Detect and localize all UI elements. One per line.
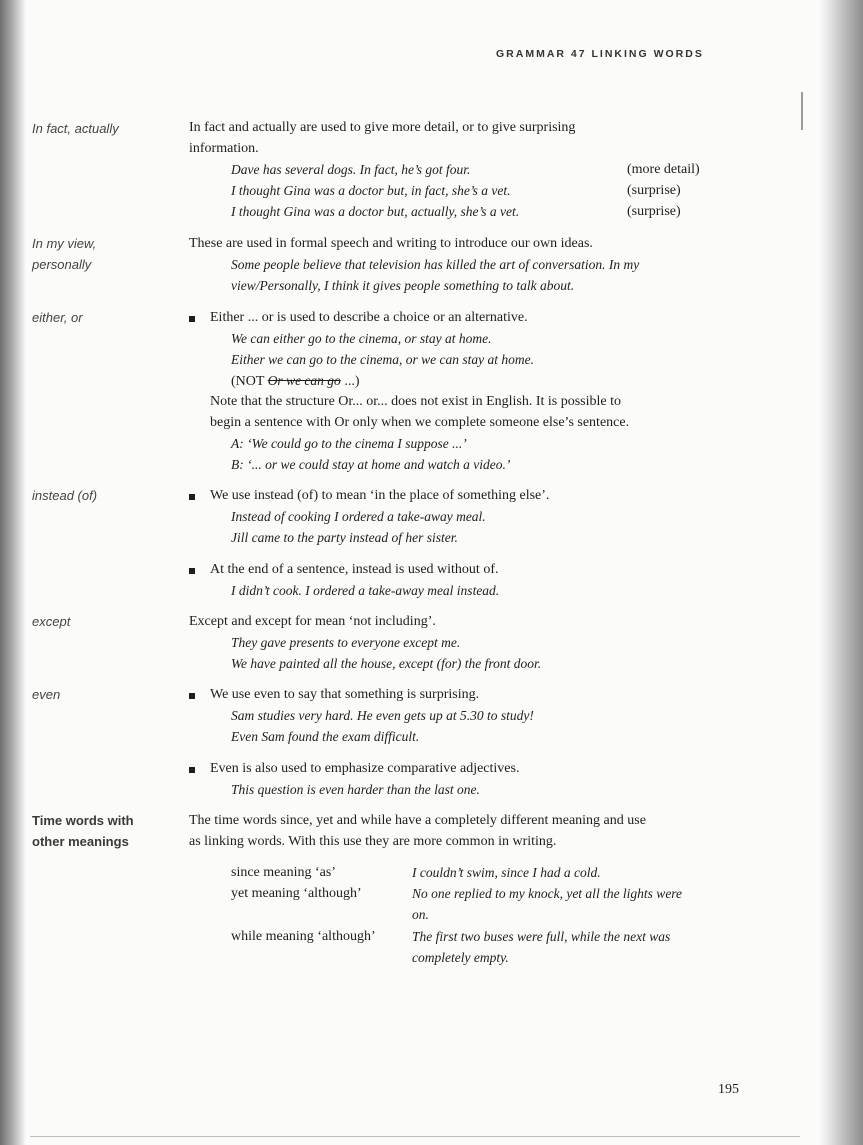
either-note: Note that the structure Or... or... does not exist in English. It is possible to xyxy=(210,394,622,409)
either-example: We can either go to the cinema, or stay at home. xyxy=(231,331,492,346)
except-example: We have painted all the house, except (for) the front door. xyxy=(231,656,542,671)
in-fact-intro-cont: information. xyxy=(189,141,259,156)
bullet xyxy=(189,568,195,574)
label-instead: instead (of) xyxy=(32,488,98,503)
time-word-example-cont: completely empty. xyxy=(412,950,509,965)
my-view-intro: These are used in formal speech and writing to introduce our own ideas. xyxy=(189,236,593,251)
bullet xyxy=(189,693,195,699)
time-words-intro-cont: as linking words. With this use they are more common in writing. xyxy=(189,834,557,849)
label-time-words-2: other meanings xyxy=(32,834,129,849)
even-example: Sam studies very hard. He even gets up at 5.30 to study! xyxy=(231,708,534,723)
margin-tick xyxy=(801,92,803,130)
even-example: Even Sam found the exam difficult. xyxy=(231,729,420,744)
instead-bullet-text: We use instead (of) to mean ‘in the place of something else’. xyxy=(210,488,550,503)
time-word-example-cont: on. xyxy=(412,907,429,922)
time-word-example: I couldn’t swim, since I had a cold. xyxy=(412,865,601,880)
running-header: GRAMMAR 47 LINKING WORDS xyxy=(496,48,704,60)
bottom-rule xyxy=(30,1136,800,1137)
label-in-fact: In fact, actually xyxy=(32,121,119,136)
except-example: They gave presents to everyone except me. xyxy=(231,635,461,650)
instead-example: I didn’t cook. I ordered a take-away meal instead. xyxy=(231,583,500,598)
time-words-intro: The time words since, yet and while have a completely different meaning and use xyxy=(189,813,646,828)
instead-bullet-text: At the end of a sentence, instead is used without of. xyxy=(210,562,499,577)
time-word-term: yet meaning ‘although’ xyxy=(231,886,362,901)
in-fact-example: Dave has several dogs. In fact, he’s got four. xyxy=(231,162,471,177)
in-fact-example-note: (more detail) xyxy=(627,162,700,177)
in-fact-example: I thought Gina was a doctor but, in fact, she’s a vet. xyxy=(231,183,511,198)
time-word-term: since meaning ‘as’ xyxy=(231,865,336,880)
label-even: even xyxy=(32,687,61,702)
page-number: 195 xyxy=(718,1082,739,1097)
either-not-note: (NOT Or we can go ...) xyxy=(231,373,360,389)
bullet xyxy=(189,316,195,322)
in-fact-example: I thought Gina was a doctor but, actually, she’s a vet. xyxy=(231,204,520,219)
time-word-example: The first two buses were full, while the next was xyxy=(412,929,671,944)
dialog-line-a: A: ‘We could go to the cinema I suppose ...’ xyxy=(231,436,467,451)
even-example: This question is even harder than the last one. xyxy=(231,782,480,797)
except-intro: Except and except for mean ‘not including’. xyxy=(189,614,436,629)
dialog-line-b: B: ‘... or we could stay at home and watch a video.’ xyxy=(231,457,511,472)
label-time-words-1: Time words with xyxy=(32,813,134,828)
time-word-term: while meaning ‘although’ xyxy=(231,929,376,944)
page-edge-shadow xyxy=(819,0,863,1145)
in-fact-example-note: (surprise) xyxy=(627,183,681,198)
in-fact-intro: In fact and actually are used to give more detail, or to give surprising xyxy=(189,120,576,135)
label-personally: personally xyxy=(32,257,92,272)
either-example: Either we can go to the cinema, or we can stay at home. xyxy=(231,352,534,367)
label-in-my-view: In my view, xyxy=(32,236,97,251)
bullet xyxy=(189,767,195,773)
even-bullet-text: We use even to say that something is surprising. xyxy=(210,687,480,702)
either-bullet-text: Either ... or is used to describe a choice or an alternative. xyxy=(210,310,528,325)
instead-example: Instead of cooking I ordered a take-away meal. xyxy=(231,509,486,524)
my-view-example: Some people believe that television has killed the art of conversation. In my xyxy=(231,257,640,272)
time-word-example: No one replied to my knock, yet all the lights were xyxy=(412,886,683,901)
either-note-cont: begin a sentence with Or only when we complete someone else’s sentence. xyxy=(210,415,630,430)
instead-example: Jill came to the party instead of her sister. xyxy=(231,530,458,545)
in-fact-example-note: (surprise) xyxy=(627,204,681,219)
label-either-or: either, or xyxy=(32,310,83,325)
label-except: except xyxy=(32,614,71,629)
page-binding-shadow xyxy=(0,0,26,1145)
bullet xyxy=(189,494,195,500)
my-view-example-cont: view/Personally, I think it gives people something to talk about. xyxy=(231,278,575,293)
struck-example: Or we can go xyxy=(267,373,341,388)
even-bullet-text: Even is also used to emphasize comparative adjectives. xyxy=(210,761,520,776)
